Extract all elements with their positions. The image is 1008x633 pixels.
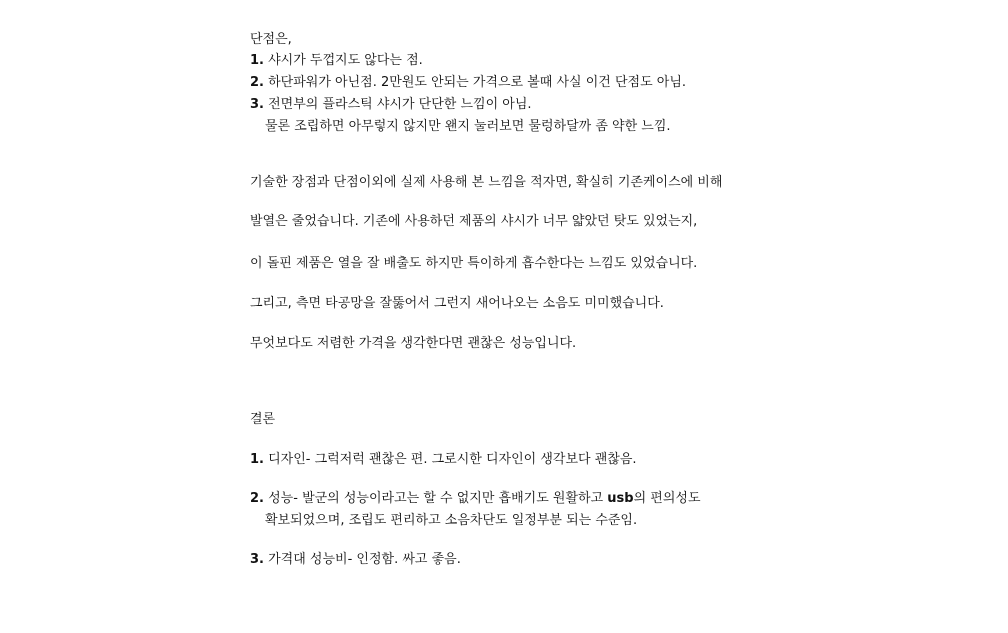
cons-item-1	[250, 53, 423, 69]
paragraph-2: 발열은 줄었습니다. 기존에 사용하던 제품의 샤시가 너무 얇았던 탓도 있었는지,	[250, 214, 698, 229]
paragraph-5: 무엇보다도 저렴한 가격을 생각한다면 괜찮은 성능입니다.	[250, 336, 577, 351]
usb-term: usb	[607, 491, 634, 506]
cons-item-3	[250, 97, 532, 113]
list-item-text: 전면부의 플라스틱 샤시가 단단한 느낌이 아님.	[268, 97, 532, 112]
conclusion-item-2-continuation: 확보되었으며, 조립도 편리하고 소음차단도 일정부분 되는 수준임.	[265, 513, 638, 528]
list-item-text: 디자인- 그럭저럭 괜찮은 편. 그로시한 디자인이 생각보다 괜찮음.	[268, 452, 637, 467]
list-item-text: 샤시가 두껍지도 않다는 점.	[268, 53, 423, 68]
cons-item-2	[250, 75, 686, 91]
list-number: 1.	[250, 452, 264, 467]
list-item-text: 가격대 성능비- 인정함. 싸고 좋음.	[268, 552, 461, 567]
paragraph-3: 이 돌핀 제품은 열을 잘 배출도 하지만 특이하게 흡수한다는 느낌도 있었습니다.	[250, 256, 698, 271]
list-number: 2.	[250, 75, 264, 90]
cons-item-3-continuation: 물론 조립하면 아무렇지 않지만 왠지 눌러보면 물렁하달까 좀 약한 느낌.	[265, 119, 671, 134]
paragraph-1: 기술한 장점과 단점이외에 실제 사용해 본 느낌을 적자면, 확실히 기존케이스에 비해	[250, 175, 723, 190]
list-item-text: 하단파워가 아닌점. 2만원도 안되는 가격으로 볼때 사실 이건 단점도 아님.	[268, 75, 687, 90]
conclusion-item-2	[250, 491, 701, 507]
list-item-text: 성능- 발군의 성능이라고는 할 수 없지만 흡배기도 원활하고	[268, 491, 608, 506]
paragraph-4: 그리고, 측면 타공망을 잘뚫어서 그런지 새어나오는 소음도 미미했습니다.	[250, 296, 664, 311]
list-number: 3.	[250, 97, 264, 112]
list-number: 2.	[250, 491, 264, 506]
list-number: 3.	[250, 552, 264, 567]
conclusion-heading: 결론	[250, 412, 276, 427]
conclusion-item-1	[250, 452, 637, 468]
conclusion-item-3	[250, 552, 461, 568]
list-item-text-tail: 의 편의성도	[633, 491, 701, 506]
list-number: 1.	[250, 53, 264, 68]
cons-heading: 단점은,	[250, 32, 292, 47]
